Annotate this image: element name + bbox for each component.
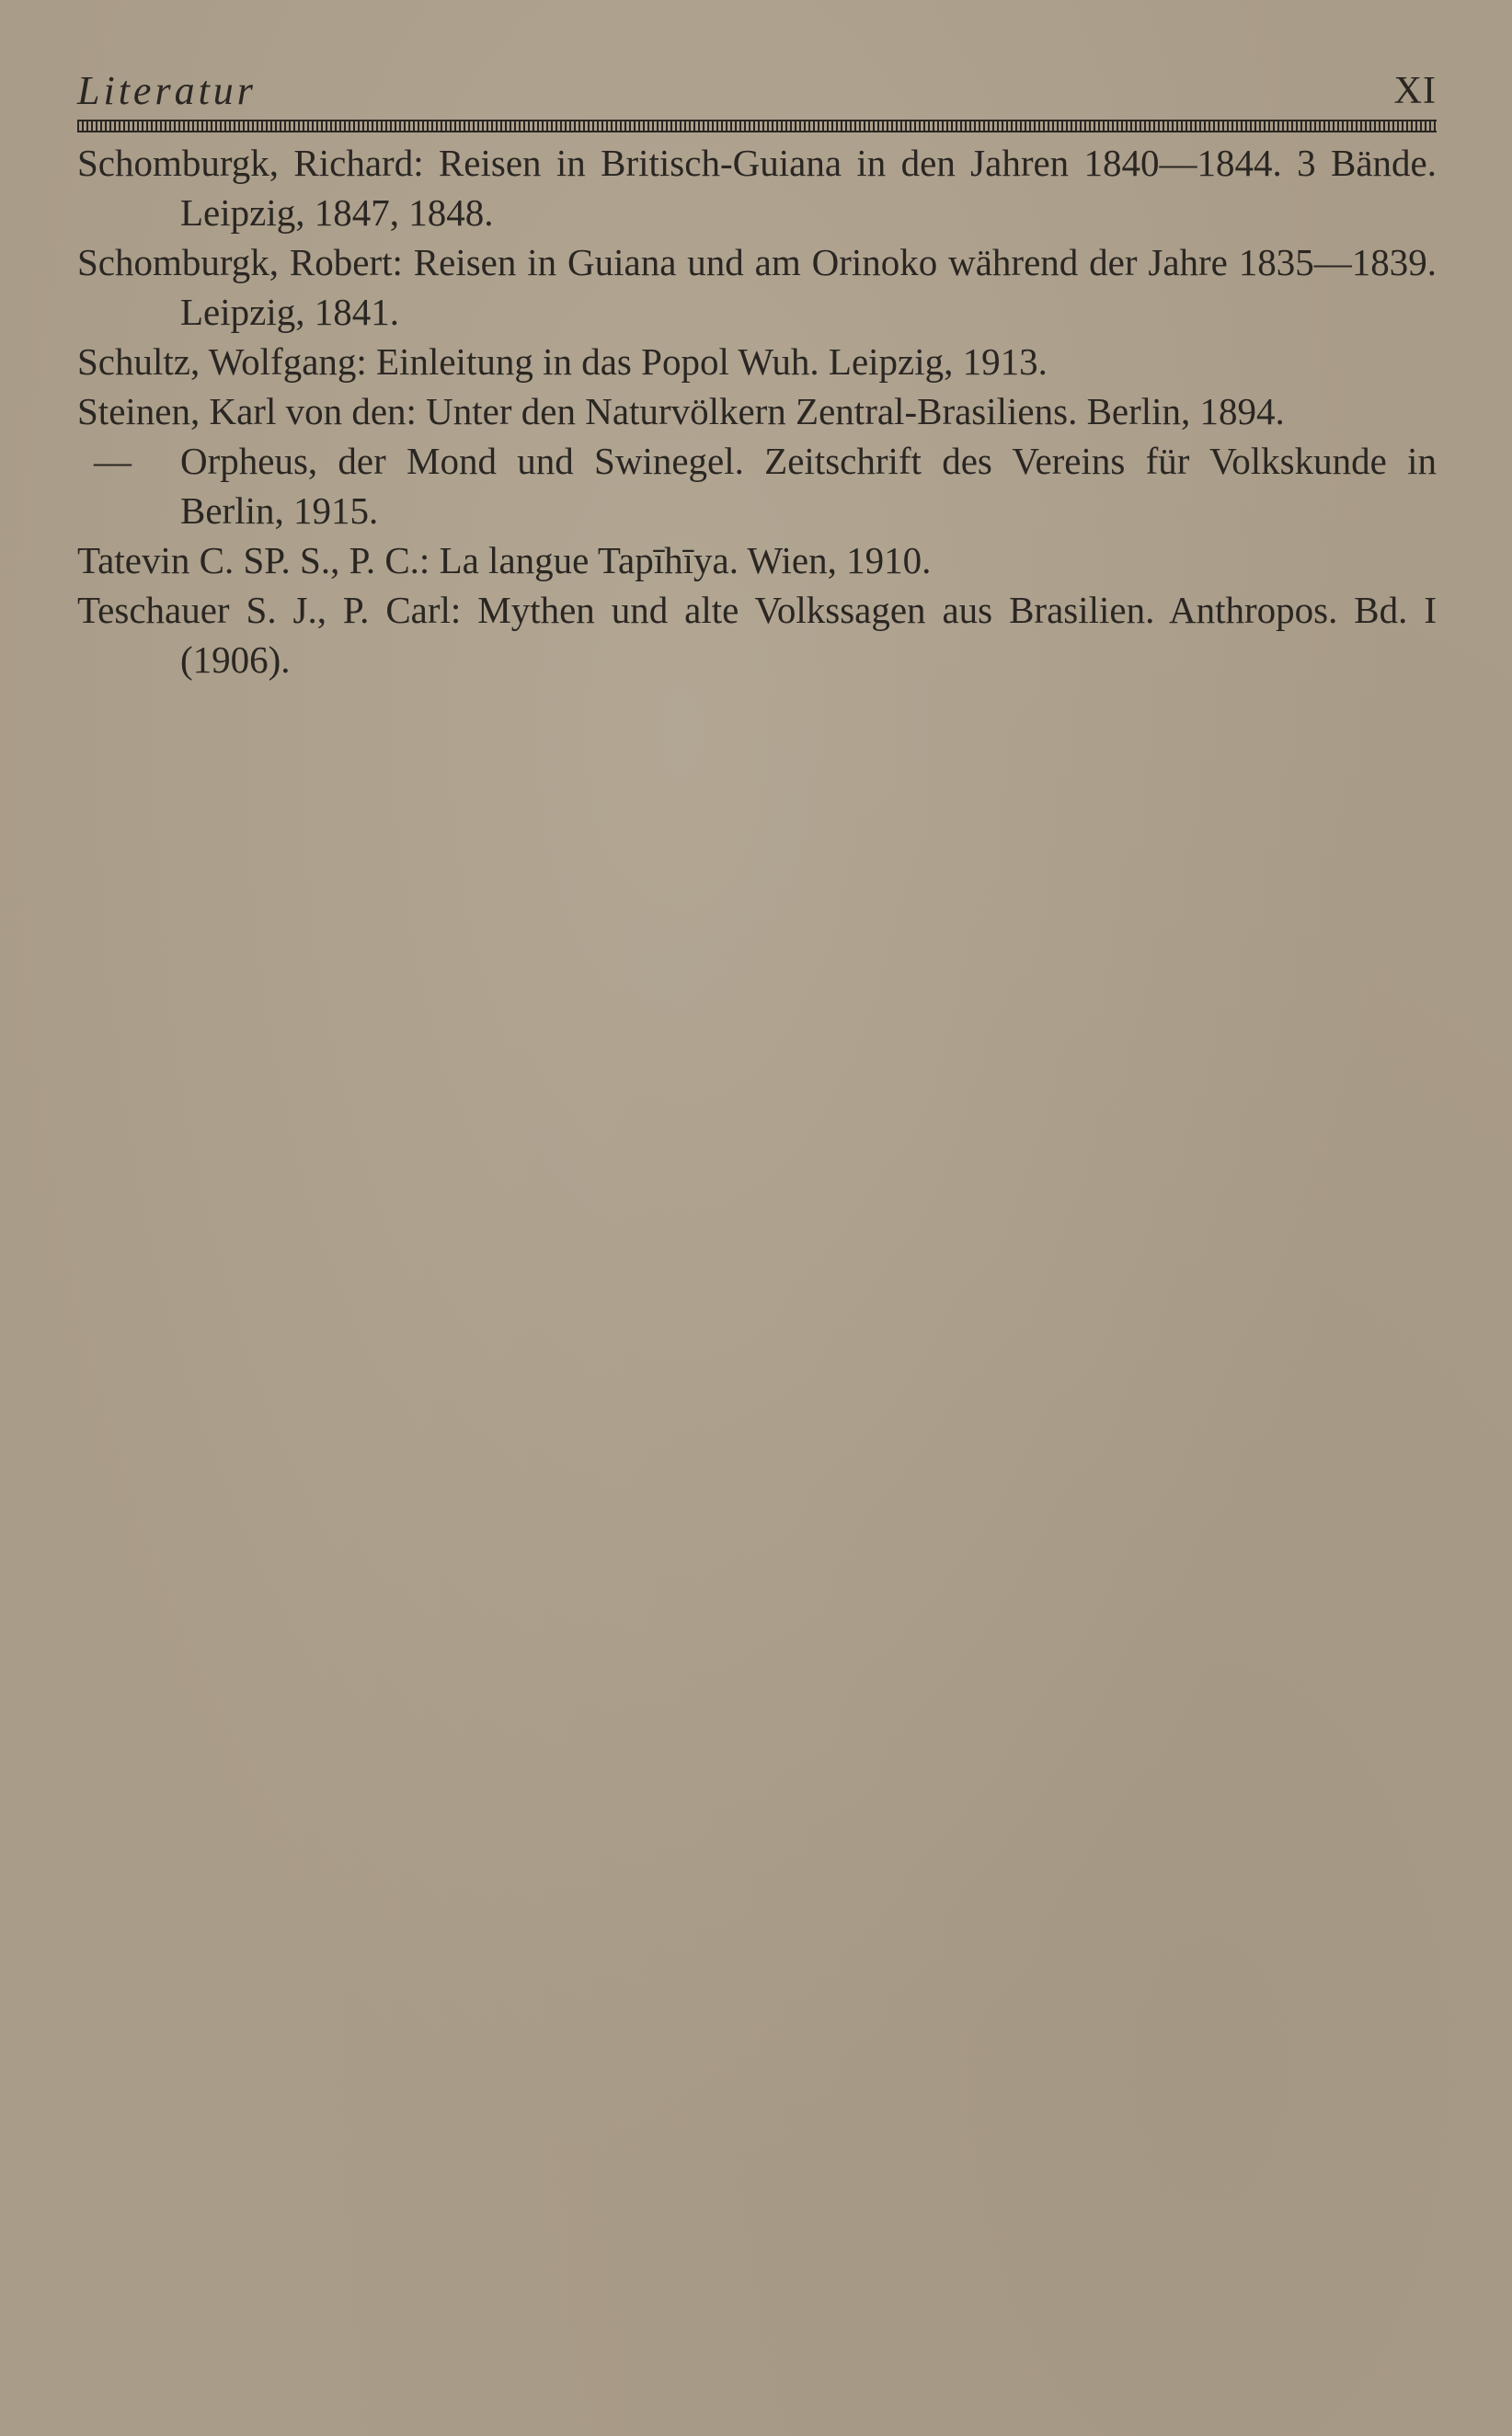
entry-text: Schultz, Wolfgang: Einleitung in das Popol Wuh. Leipzig, 1913. — [77, 340, 1048, 383]
entry-text: Orpheus, der Mond und Swinegel. Zeitschrift des Vereins für Volkskunde in Berlin, 1915. — [180, 440, 1437, 532]
book-page — [77, 64, 1437, 684]
ditto-dash: — — [94, 440, 132, 482]
bibliography-entry — [77, 386, 1437, 436]
entry-text: Teschauer S. J., P. Carl: Mythen und alte Volkssagen aus Brasilien. Anthropos. Bd. I (1906). — [77, 589, 1437, 681]
bibliography-entry — [77, 337, 1437, 386]
entry-text: Schomburgk, Richard: Reisen in Britisch-Guiana in den Jahren 1840—1844. 3 Bände. Leipzig, 1847, 1848. — [77, 142, 1437, 234]
page-number: XI — [1393, 70, 1437, 112]
running-title: Literatur — [77, 68, 257, 113]
header-rule — [77, 120, 1437, 132]
entry-text: Steinen, Karl von den: Unter den Naturvölkern Zentral-Brasiliens. Berlin, 1894. — [77, 390, 1285, 432]
bibliography-entry — [77, 535, 1437, 585]
page-header — [77, 64, 1437, 118]
bibliography-entry — [77, 585, 1437, 684]
bibliography-list — [77, 138, 1437, 684]
entry-text: Tatevin C. SP. S., P. C.: La langue Tapīhīya. Wien, 1910. — [77, 539, 932, 581]
entry-text: Schomburgk, Robert: Reisen in Guiana und am Orinoko während der Jahre 1835—1839. Leipzig, 1841. — [77, 241, 1437, 333]
bibliography-entry — [77, 138, 1437, 237]
bibliography-entry — [77, 237, 1437, 337]
bibliography-entry — [77, 436, 1437, 535]
